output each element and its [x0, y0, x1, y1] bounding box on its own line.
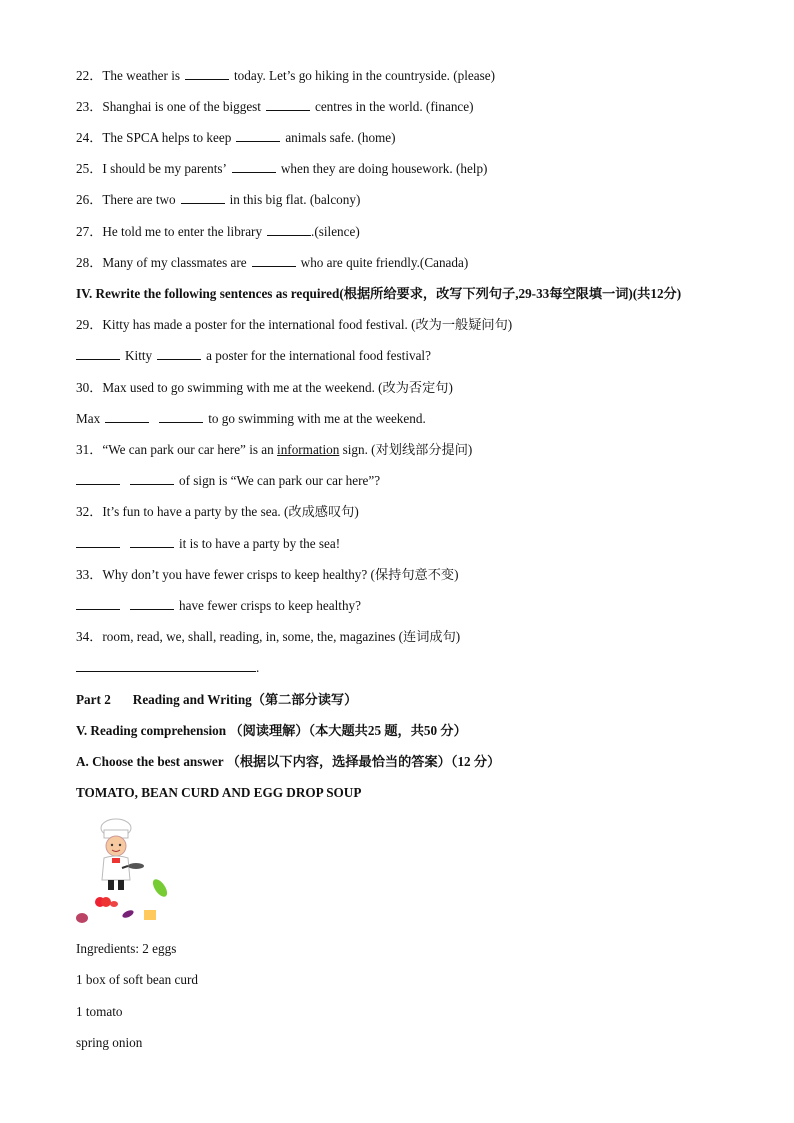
question-number: 28．	[76, 255, 103, 270]
answer-34	[76, 660, 259, 676]
answer-text: of sign is “We can park our car here”?	[179, 473, 381, 488]
answer-blank[interactable]	[76, 598, 120, 610]
question-29	[76, 317, 512, 333]
answer-text: .	[256, 660, 260, 675]
question-text: when they are doing housework. (help)	[280, 161, 488, 176]
question-text: .(silence)	[311, 224, 360, 239]
question-text: centres in the world. (finance)	[314, 99, 474, 114]
answer-32	[76, 536, 340, 552]
question-number: 24．	[76, 130, 103, 145]
question-text: Max used to go swimming with me at the weekend. (改为否定句)	[102, 380, 453, 395]
answer-text: a poster for the international food festival?	[206, 348, 431, 363]
answer-blank[interactable]	[157, 348, 201, 360]
answer-29	[76, 348, 431, 364]
question-number: 32．	[76, 504, 103, 519]
answer-text: Max	[76, 411, 101, 426]
answer-33	[76, 598, 361, 614]
answer-31	[76, 473, 380, 489]
answer-blank[interactable]	[159, 411, 203, 423]
answer-line[interactable]	[76, 660, 256, 672]
ingredient-item: Ingredients: 2 eggs	[76, 941, 177, 956]
question-text: Many of my classmates are	[102, 255, 247, 270]
question-34	[76, 629, 460, 645]
question-text: It’s fun to have a party by the sea. (改成感叹句)	[102, 504, 359, 519]
answer-blank[interactable]	[76, 473, 120, 485]
question-22	[76, 68, 495, 84]
section-5-heading: V. Reading comprehension （阅读理解）（本大题共25 题，共50 分）	[76, 723, 467, 738]
question-text: The weather is	[102, 68, 180, 83]
question-number: 27．	[76, 224, 103, 239]
question-text: I should be my parents’	[102, 161, 227, 176]
answer-blank[interactable]	[252, 255, 296, 267]
answer-blank[interactable]	[76, 536, 120, 548]
part-title: Reading and Writing（第二部分读写）	[132, 692, 358, 707]
answer-blank[interactable]	[267, 224, 311, 236]
question-25	[76, 161, 487, 177]
answer-30	[76, 411, 426, 427]
underlined-word: information	[277, 442, 340, 457]
ingredient-item: spring onion	[76, 1035, 143, 1050]
question-text: The SPCA helps to keep	[102, 130, 232, 145]
question-number: 22．	[76, 68, 103, 83]
answer-blank[interactable]	[130, 473, 174, 485]
question-23	[76, 99, 474, 115]
section-4-heading: IV. Rewrite the following sentences as required(根据所给要求，改写下列句子,29-33每空限填一词)(共12分)	[76, 286, 682, 301]
question-text: who are quite friendly.(Canada)	[300, 255, 469, 270]
question-28	[76, 255, 468, 271]
answer-blank[interactable]	[130, 536, 174, 548]
question-number: 30．	[76, 380, 103, 395]
question-number: 31．	[76, 442, 103, 457]
answer-text: Kitty	[125, 348, 153, 363]
question-32	[76, 504, 359, 520]
question-number: 23．	[76, 99, 103, 114]
answer-text: have fewer crisps to keep healthy?	[179, 598, 361, 613]
ingredient-item: 1 box of soft bean curd	[76, 972, 198, 987]
question-text: sign. (对划线部分提问)	[342, 442, 473, 457]
question-text: Shanghai is one of the biggest	[102, 99, 261, 114]
answer-blank[interactable]	[105, 411, 149, 423]
question-text: in this big flat. (balcony)	[229, 192, 361, 207]
answer-blank[interactable]	[236, 130, 280, 142]
question-26	[76, 192, 360, 208]
question-number: 33．	[76, 567, 103, 582]
question-text: room, read, we, shall, reading, in, some, the, magazines (连词成句)	[102, 629, 461, 644]
question-number: 25．	[76, 161, 103, 176]
question-27	[76, 224, 360, 240]
answer-blank[interactable]	[181, 192, 225, 204]
question-text: Kitty has made a poster for the international food festival. (改为一般疑问句)	[102, 317, 513, 332]
question-text: today. Let’s go hiking in the countryside. (please)	[234, 68, 495, 83]
question-number: 29．	[76, 317, 103, 332]
answer-text: to go swimming with me at the weekend.	[208, 411, 426, 426]
question-24	[76, 130, 396, 146]
question-number: 26．	[76, 192, 103, 207]
question-text: animals safe. (home)	[285, 130, 396, 145]
part-label: Part 2	[76, 692, 111, 707]
question-31	[76, 442, 472, 458]
answer-blank[interactable]	[76, 348, 120, 360]
answer-blank[interactable]	[130, 598, 174, 610]
question-text: “We can park our car here” is an	[102, 442, 274, 457]
question-text: There are two	[102, 192, 176, 207]
ingredient-item: 1 tomato	[76, 1004, 123, 1019]
section-a-heading: A. Choose the best answer （根据以下内容，选择最恰当的答案）（12 分）	[76, 754, 501, 769]
recipe-title: TOMATO, BEAN CURD AND EGG DROP SOUP	[76, 785, 362, 800]
question-text: Why don’t you have fewer crisps to keep healthy? (保持句意不变)	[102, 567, 459, 582]
question-number: 34．	[76, 629, 103, 644]
question-33	[76, 567, 458, 583]
question-30	[76, 380, 453, 396]
answer-blank[interactable]	[185, 68, 229, 80]
answer-text: it is to have a party by the sea!	[179, 536, 341, 551]
answer-blank[interactable]	[266, 99, 310, 111]
question-text: He told me to enter the library	[102, 224, 263, 239]
answer-blank[interactable]	[232, 161, 276, 173]
part-2-heading	[76, 692, 357, 708]
chef-cooking-illustration	[76, 818, 176, 926]
